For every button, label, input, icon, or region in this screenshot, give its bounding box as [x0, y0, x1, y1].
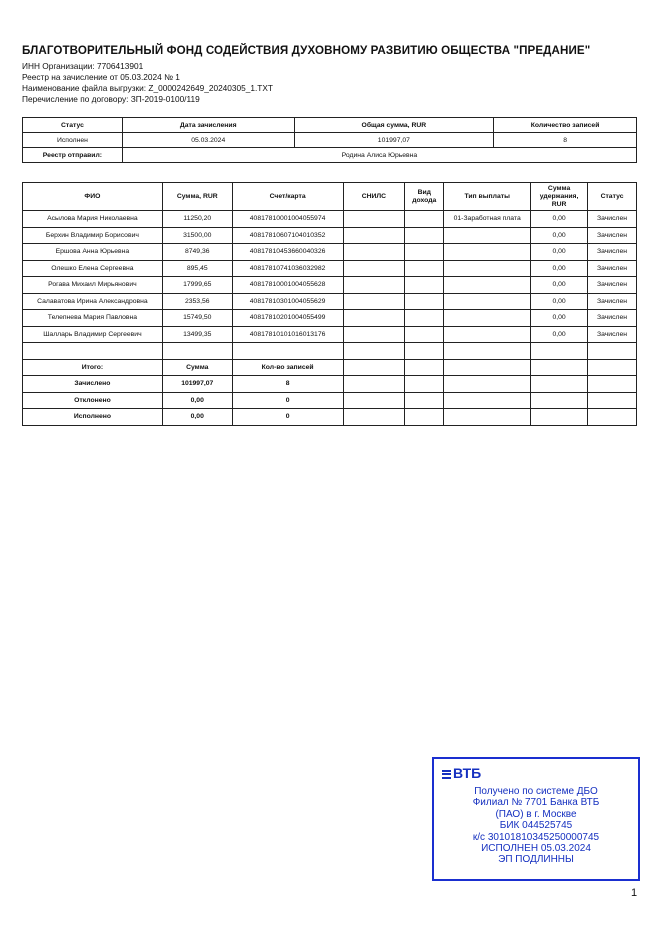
table-row	[23, 227, 637, 244]
summary-date: 05.03.2024	[122, 133, 294, 148]
table-row	[23, 244, 637, 261]
cell-amount: 15749,50	[162, 310, 232, 327]
registry-body	[23, 211, 637, 343]
cell-account: 40817810301004055629	[232, 293, 343, 310]
cell-deduction: 0,00	[531, 310, 588, 327]
empty-row	[23, 343, 637, 360]
cell-income-type	[405, 326, 444, 343]
registry-table	[22, 182, 637, 426]
totals-count: 0	[232, 409, 343, 426]
stamp-text	[434, 786, 638, 866]
cell-deduction: 0,00	[531, 293, 588, 310]
cell-status: Зачислен	[588, 260, 637, 277]
stamp-line: БИК 044525745	[499, 820, 573, 832]
cell-account: 40817810741036032982	[232, 260, 343, 277]
totals-body	[23, 376, 637, 426]
page-number: 1	[631, 887, 638, 899]
table-row	[23, 277, 637, 294]
bank-stamp	[432, 757, 640, 881]
vtb-logo	[442, 765, 481, 781]
cell-snils	[343, 277, 405, 294]
cell-payment-type	[444, 244, 531, 261]
cell-payment-type	[444, 310, 531, 327]
totals-label: Итого:	[23, 359, 163, 376]
stamp-line: ИСПОЛНЕН 05.03.2024	[481, 843, 591, 855]
totals-label: Исполнено	[23, 409, 163, 426]
vtb-logo-text: ВТБ	[453, 765, 482, 781]
stamp-line: к/с 30101810345250000745	[472, 831, 600, 843]
cell-deduction: 0,00	[531, 277, 588, 294]
cell-income-type	[405, 244, 444, 261]
totals-row	[23, 392, 637, 409]
cell-fio: Шалларь Владимир Сергеевич	[23, 326, 163, 343]
cell-payment-type	[444, 260, 531, 277]
sender-label: Реестр отправил:	[23, 148, 123, 163]
totals-row	[23, 409, 637, 426]
cell-fio: Асылова Мария Николаевна	[23, 211, 163, 228]
col-header-account: Счет/карта	[232, 183, 343, 211]
summary-count: 8	[494, 133, 637, 148]
stamp-line: ЭП ПОДЛИННЫ	[498, 854, 574, 866]
cell-account: 40817810001004055628	[232, 277, 343, 294]
totals-header-row	[23, 359, 637, 376]
summary-total: 101997,07	[294, 133, 494, 148]
cell-payment-type	[444, 277, 531, 294]
cell-deduction: 0,00	[531, 326, 588, 343]
cell-payment-type	[444, 227, 531, 244]
cell-deduction: 0,00	[531, 211, 588, 228]
totals-sum-header: Сумма	[162, 359, 232, 376]
contract-line: Перечисление по договору: ЗП-2019-0100/119	[22, 94, 200, 104]
cell-payment-type	[444, 293, 531, 310]
cell-amount: 17999,65	[162, 277, 232, 294]
cell-snils	[343, 227, 405, 244]
col-header-income-type: Вид дохода	[405, 183, 444, 211]
cell-snils	[343, 310, 405, 327]
col-header-deduction: Сумма удержания, RUR	[531, 183, 588, 211]
vtb-logo-icon	[442, 768, 451, 780]
totals-sum: 0,00	[162, 409, 232, 426]
cell-deduction: 0,00	[531, 227, 588, 244]
cell-fio: Телепнева Мария Павловна	[23, 310, 163, 327]
cell-status: Зачислен	[588, 227, 637, 244]
cell-snils	[343, 244, 405, 261]
cell-payment-type	[444, 326, 531, 343]
sender-value: Родина Алиса Юрьевна	[122, 148, 636, 163]
cell-fio: Олешко Елена Сергеевна	[23, 260, 163, 277]
col-header-status: Статус	[588, 183, 637, 211]
cell-snils	[343, 260, 405, 277]
cell-amount: 895,45	[162, 260, 232, 277]
summary-header-status: Статус	[23, 118, 123, 133]
cell-account: 40817810607104010352	[232, 227, 343, 244]
totals-row	[23, 376, 637, 393]
cell-income-type	[405, 277, 444, 294]
totals-label: Зачислено	[23, 376, 163, 393]
registry-line: Реестр на зачисление от 05.03.2024 № 1	[22, 72, 180, 82]
cell-payment-type: 01-Заработная плата	[444, 211, 531, 228]
filename-line: Наименование файла выгрузки: Z_0000242649_20240305_1.TXT	[22, 83, 273, 93]
inn-line: ИНН Организации: 7706413901	[22, 61, 144, 71]
cell-snils	[343, 293, 405, 310]
summary-header-date: Дата зачисления	[122, 118, 294, 133]
totals-sum: 0,00	[162, 392, 232, 409]
totals-count-header: Кол-во записей	[232, 359, 343, 376]
cell-account: 40817810101016013176	[232, 326, 343, 343]
cell-status: Зачислен	[588, 277, 637, 294]
cell-income-type	[405, 227, 444, 244]
summary-values-row	[23, 133, 637, 148]
totals-sum: 101997,07	[162, 376, 232, 393]
stamp-line: (ПАО) в г. Москве	[495, 808, 577, 820]
summary-table	[22, 117, 637, 163]
cell-income-type	[405, 260, 444, 277]
cell-fio: Рогава Михаил Мирьянович	[23, 277, 163, 294]
summary-header-row	[23, 118, 637, 133]
cell-status: Зачислен	[588, 293, 637, 310]
cell-deduction: 0,00	[531, 260, 588, 277]
cell-amount: 31500,00	[162, 227, 232, 244]
cell-account: 40817810001004055974	[232, 211, 343, 228]
cell-amount: 13499,35	[162, 326, 232, 343]
totals-count: 8	[232, 376, 343, 393]
cell-account: 40817810201004055499	[232, 310, 343, 327]
cell-status: Зачислен	[588, 244, 637, 261]
cell-snils	[343, 211, 405, 228]
cell-snils	[343, 326, 405, 343]
table-row	[23, 326, 637, 343]
cell-status: Зачислен	[588, 326, 637, 343]
col-header-fio: ФИО	[23, 183, 163, 211]
cell-amount: 11250,20	[162, 211, 232, 228]
cell-status: Зачислен	[588, 310, 637, 327]
registry-header-row	[23, 183, 637, 211]
summary-status: Исполнен	[23, 133, 123, 148]
table-row	[23, 211, 637, 228]
document-info	[22, 61, 273, 105]
cell-account: 40817810453660040326	[232, 244, 343, 261]
cell-deduction: 0,00	[531, 244, 588, 261]
table-row	[23, 293, 637, 310]
stamp-line: Получено по системе ДБО	[474, 786, 598, 797]
cell-status: Зачислен	[588, 211, 637, 228]
table-row	[23, 260, 637, 277]
totals-label: Отклонено	[23, 392, 163, 409]
cell-amount: 2353,56	[162, 293, 232, 310]
cell-income-type	[405, 293, 444, 310]
document-title: БЛАГОТВОРИТЕЛЬНЫЙ ФОНД СОДЕЙСТВИЯ ДУХОВНОМУ РАЗВИТИЮ ОБЩЕСТВА "ПРЕДАНИЕ"	[22, 44, 591, 57]
summary-sender-row	[23, 148, 637, 163]
cell-fio: Берхин Владимир Борисович	[23, 227, 163, 244]
cell-income-type	[405, 310, 444, 327]
summary-header-total: Общая сумма, RUR	[294, 118, 494, 133]
summary-header-count: Количество записей	[494, 118, 637, 133]
cell-fio: Ершова Анна Юрьевна	[23, 244, 163, 261]
stamp-line: Филиал № 7701 Банка ВТБ	[472, 797, 600, 809]
table-row	[23, 310, 637, 327]
col-header-amount: Сумма, RUR	[162, 183, 232, 211]
col-header-payment-type: Тип выплаты	[444, 183, 531, 211]
cell-amount: 8749,36	[162, 244, 232, 261]
totals-count: 0	[232, 392, 343, 409]
cell-income-type	[405, 211, 444, 228]
col-header-snils: СНИЛС	[343, 183, 405, 211]
cell-fio: Салаватова Ирина Александровна	[23, 293, 163, 310]
